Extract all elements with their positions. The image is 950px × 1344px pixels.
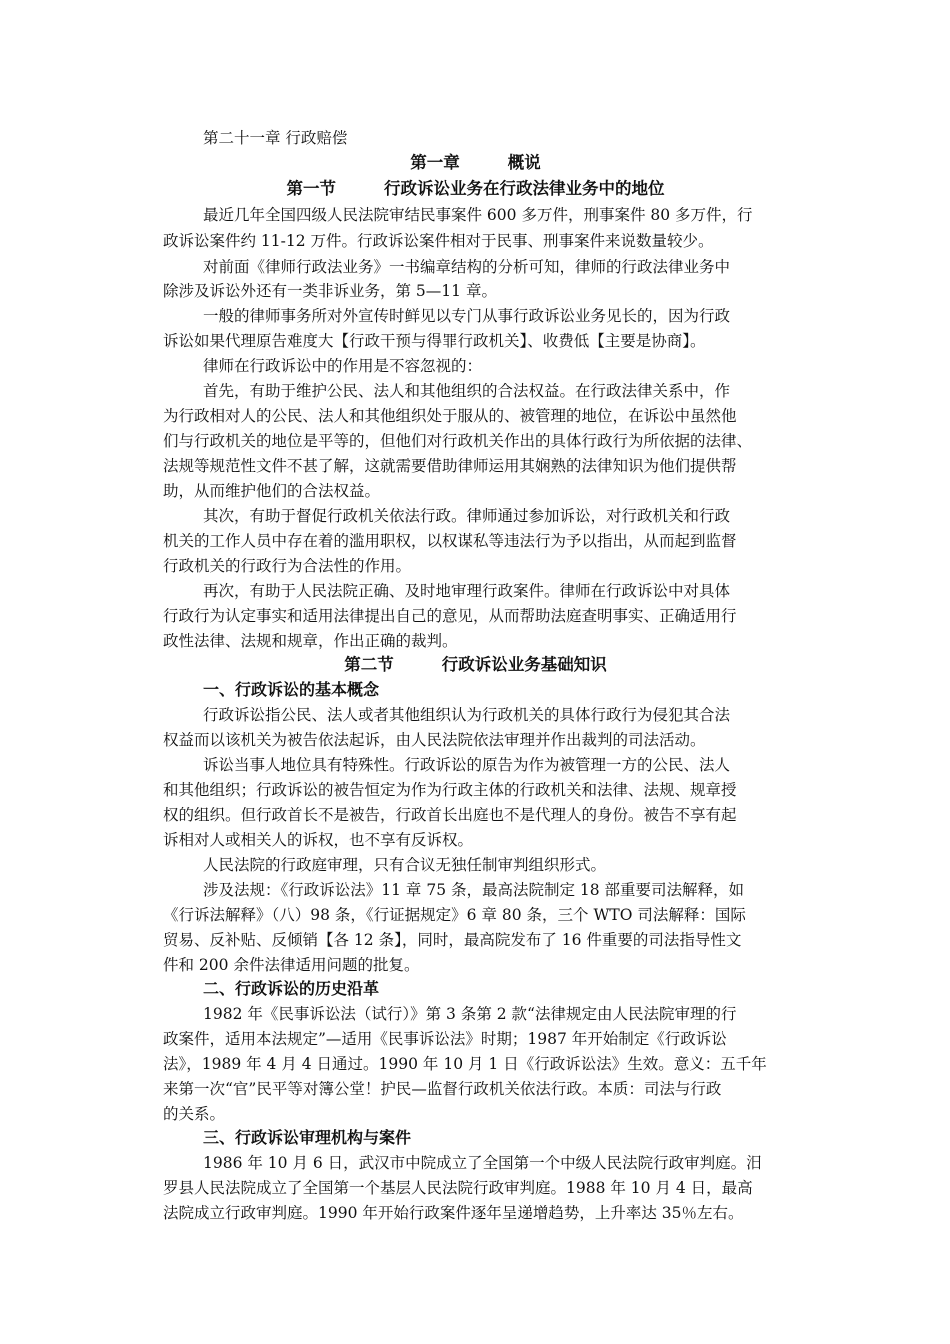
paragraph-line: 来第一次“官”民平等对簿公堂！护民—监督行政机关依法行政。本质：司法与行政 — [163, 1080, 722, 1098]
paragraph-line: 政案件，适用本法规定”—适用《民事诉讼法》时期；1987 年开始制定《行政诉讼 — [163, 1030, 727, 1048]
section-heading — [163, 176, 788, 202]
chapter-title: 概说 — [507, 153, 541, 172]
paragraph-line: 行政行为认定事实和适用法律提出自己的意见，从而帮助法庭查明事实、正确适用行 — [163, 607, 737, 625]
pre-title: 第二十一章 行政赔偿 — [203, 129, 348, 147]
paragraph-line: 为行政相对人的公民、法人和其他组织处于服从的、被管理的地位，在诉讼中虽然他 — [163, 407, 737, 425]
chapter-number: 第一章 — [410, 153, 460, 172]
paragraph-line: 法》，1989 年 4 月 4 日通过。1990 年 10 月 1 日《行政诉讼法》生效。意义：五千年 — [163, 1055, 767, 1073]
paragraph-line: 诉讼如果代理原告难度大【行政干预与得罪行政机关】、收费低【主要是协商】。 — [163, 332, 706, 350]
section-heading — [163, 652, 788, 678]
section-title: 行政诉讼业务在行政法律业务中的地位 — [384, 179, 665, 198]
paragraph-line: 们与行政机关的地位是平等的，但他们对行政机关作出的具体行政行为所依据的法律、 — [163, 432, 753, 450]
paragraph-line: 除涉及诉讼外还有一类非诉业务，第 5—11 章。 — [163, 282, 497, 300]
subsection-heading: 三、行政诉讼审理机构与案件 — [203, 1128, 412, 1147]
paragraph-line: 件和 200 余件法律适用问题的批复。 — [163, 956, 420, 974]
chapter-heading — [163, 150, 788, 176]
subsection-heading: 一、行政诉讼的基本概念 — [203, 680, 380, 699]
paragraph-line: 1986 年 10 月 6 日，武汉市中院成立了全国第一个中级人民法院行政审判庭。汨 — [203, 1154, 762, 1172]
section-title: 行政诉讼业务基础知识 — [441, 655, 607, 674]
paragraph-line: 再次，有助于人民法院正确、及时地审理行政案件。律师在行政诉讼中对具体 — [203, 582, 731, 600]
paragraph-line: 首先，有助于维护公民、法人和其他组织的合法权益。在行政法律关系中，作 — [203, 382, 731, 400]
paragraph-line: 政诉讼案件约 11-12 万件。行政诉讼案件相对于民事、刑事案件来说数量较少。 — [163, 232, 714, 250]
section-number: 第一节 — [286, 179, 336, 198]
paragraph-line: 对前面《律师行政法业务》一书编章结构的分析可知，律师的行政法律业务中 — [203, 258, 731, 276]
paragraph-line: 罗县人民法院成立了全国第一个基层人民法院行政审判庭。1988 年 10 月 4 日，最高 — [163, 1179, 753, 1197]
paragraph-line: 权的组织。但行政首长不是被告，行政首长出庭也不是代理人的身份。被告不享有起 — [163, 806, 737, 824]
paragraph-line: 涉及法规：《行政诉讼法》11 章 75 条，最高法院制定 18 部重要司法解释，如 — [203, 881, 745, 899]
paragraph-line: 贸易、反补贴、反倾销【各 12 条】，同时，最高院发布了 16 件重要的司法指导性文 — [163, 931, 742, 949]
paragraph-line: 行政诉讼指公民、法人或者其他组织认为行政机关的具体行政行为侵犯其合法 — [203, 706, 731, 724]
paragraph-line: 诉讼当事人地位具有特殊性。行政诉讼的原告为作为被管理一方的公民、法人 — [203, 756, 731, 774]
paragraph-line: 机关的工作人员中存在着的滥用职权，以权谋私等违法行为予以指出，从而起到监督 — [163, 532, 737, 550]
paragraph-line: 一般的律师事务所对外宣传时鲜见以专门从事行政诉讼业务见长的，因为行政 — [203, 307, 731, 325]
paragraph-line: 1982 年《民事诉讼法（试行）》第 3 条第 2 款“法律规定由人民法院审理的行 — [203, 1005, 737, 1023]
paragraph-line: 政性法律、法规和规章，作出正确的裁判。 — [163, 632, 458, 650]
paragraph-line: 律师在行政诉讼中的作用是不容忽视的： — [203, 357, 483, 375]
paragraph-line: 的关系。 — [163, 1105, 226, 1123]
paragraph-line: 法院成立行政审判庭。1990 年开始行政案件逐年呈递增趋势，上升率达 35％左右。 — [163, 1204, 744, 1222]
paragraph-line: 人民法院的行政庭审理，只有合议无独任制审判组织形式。 — [203, 856, 607, 874]
paragraph-line: 和其他组织；行政诉讼的被告恒定为作为行政主体的行政机关和法律、法规、规章授 — [163, 781, 737, 799]
paragraph-line: 最近几年全国四级人民法院审结民事案件 600 多万件，刑事案件 80 多万件，行 — [203, 206, 753, 224]
paragraph-line: 权益而以该机关为被告依法起诉，由人民法院依法审理并作出裁判的司法活动。 — [163, 731, 706, 749]
paragraph-line: 诉相对人或相关人的诉权，也不享有反诉权。 — [163, 831, 474, 849]
subsection-heading: 二、行政诉讼的历史沿革 — [203, 979, 380, 998]
paragraph-line: 助，从而维护他们的合法权益。 — [163, 482, 381, 500]
paragraph-line: 法规等规范性文件不甚了解，这就需要借助律师运用其娴熟的法律知识为他们提供帮 — [163, 457, 737, 475]
section-number: 第二节 — [344, 655, 394, 674]
paragraph-line: 行政机关的行政行为合法性的作用。 — [163, 557, 412, 575]
paragraph-line: 其次，有助于督促行政机关依法行政。律师通过参加诉讼，对行政机关和行政 — [203, 507, 731, 525]
paragraph-line: 《行诉法解释》（八）98 条，《行证据规定》6 章 80 条，三个 WTO 司法解释：国际 — [163, 906, 746, 924]
